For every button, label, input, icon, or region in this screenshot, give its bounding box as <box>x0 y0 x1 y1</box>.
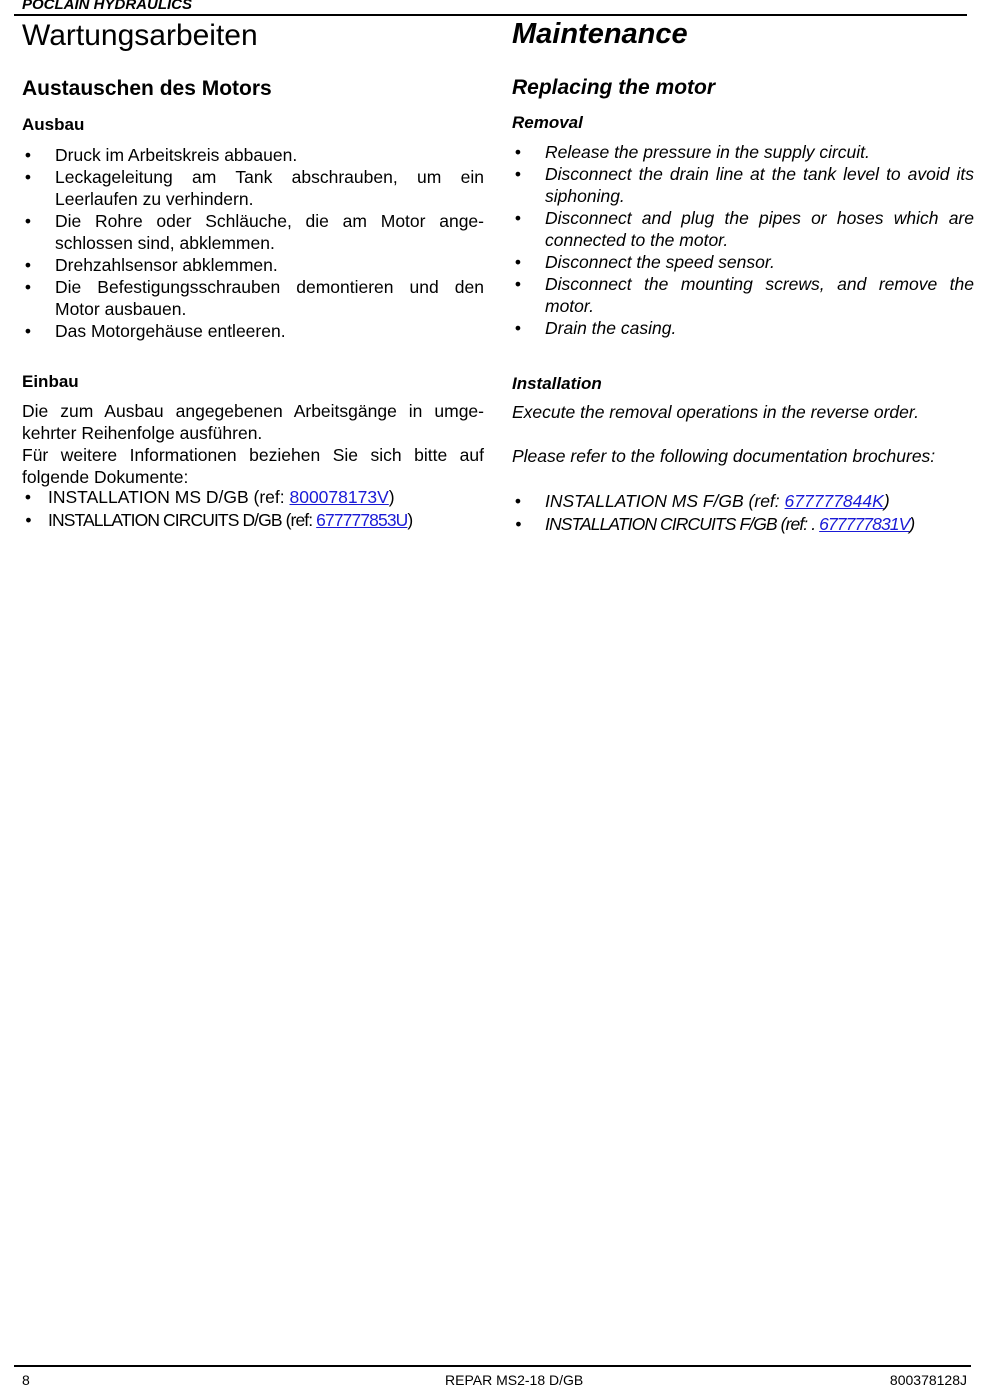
removal-heading-en: Removal <box>512 113 583 132</box>
list-item: • Disconnect and plug the pipes or hoses which are connected to the motor. <box>514 208 974 250</box>
section-heading-en: Replacing the motor <box>512 76 716 99</box>
list-item: • Disconnect the mounting screws, and remove the motor. <box>514 274 974 316</box>
list-item: • Drehzahlsensor abklemmen. <box>24 255 278 275</box>
list-item: • Die Befestigungsschrauben demontieren und den Motor ausbauen. <box>24 277 484 319</box>
document-name: REPAR MS2-18 D/GB <box>445 1372 584 1388</box>
install-heading-en: Installation <box>512 374 602 393</box>
company-name: POCLAIN HYDRAULICS <box>22 0 193 13</box>
document-reference: 800378128J <box>889 1372 967 1388</box>
doc-link[interactable]: 677777831V <box>819 514 910 534</box>
footer-divider <box>14 1365 971 1367</box>
page-number: 8 <box>22 1372 30 1388</box>
install-text-de: Die zum Ausbau angegebenen Arbeitsgänge in umge-kehrter Reihenfolge ausführen. <box>22 401 484 443</box>
removal-heading-de: Ausbau <box>22 115 85 134</box>
list-item: • Drain the casing. <box>514 318 677 338</box>
doc-link[interactable]: 800078173V <box>289 487 389 507</box>
page-title-en: Maintenance <box>512 18 688 50</box>
doc-item: • INSTALLATION CIRCUITS F/GB (ref: . 677777831V) <box>515 514 915 534</box>
list-item: • Druck im Arbeitskreis abbauen. <box>24 145 298 165</box>
list-item: • Disconnect the drain line at the tank level to avoid its siphoning. <box>514 164 974 206</box>
removal-list-de <box>22 144 484 342</box>
list-item: • Release the pressure in the supply circuit. <box>514 142 870 162</box>
doc-link[interactable]: 677777844K <box>784 491 884 511</box>
doc-item: • INSTALLATION MS F/GB (ref: 677777844K) <box>514 491 890 511</box>
install-text-en: Execute the removal operations in the reverse order. <box>512 402 919 422</box>
doc-item: • INSTALLATION MS D/GB (ref: 800078173V) <box>24 487 395 507</box>
removal-list-en <box>512 141 974 339</box>
list-item: • Die Rohre oder Schläuche, die am Motor ange-schlossen sind, abklemmen. <box>24 211 484 253</box>
doc-list-de <box>22 486 484 532</box>
list-item: • Disconnect the speed sensor. <box>514 252 775 272</box>
list-item: • Leckageleitung am Tank abschrauben, um ein Leerlaufen zu verhindern. <box>24 167 484 209</box>
list-item: • Das Motorgehäuse entleeren. <box>24 321 286 341</box>
section-heading-de: Austauschen des Motors <box>22 77 272 100</box>
refer-text-en: Please refer to the following documentation brochures: <box>512 446 936 466</box>
doc-list-en <box>512 490 974 536</box>
doc-item: • INSTALLATION CIRCUITS D/GB (ref: 677777853U) <box>25 510 413 530</box>
install-heading-de: Einbau <box>22 372 79 391</box>
page-title-de: Wartungsarbeiten <box>22 19 258 52</box>
refer-text-de: Für weitere Informationen beziehen Sie sich bitte auf folgende Dokumente: <box>22 445 484 487</box>
header-divider <box>14 14 967 16</box>
doc-link[interactable]: 677777853U <box>316 510 408 530</box>
